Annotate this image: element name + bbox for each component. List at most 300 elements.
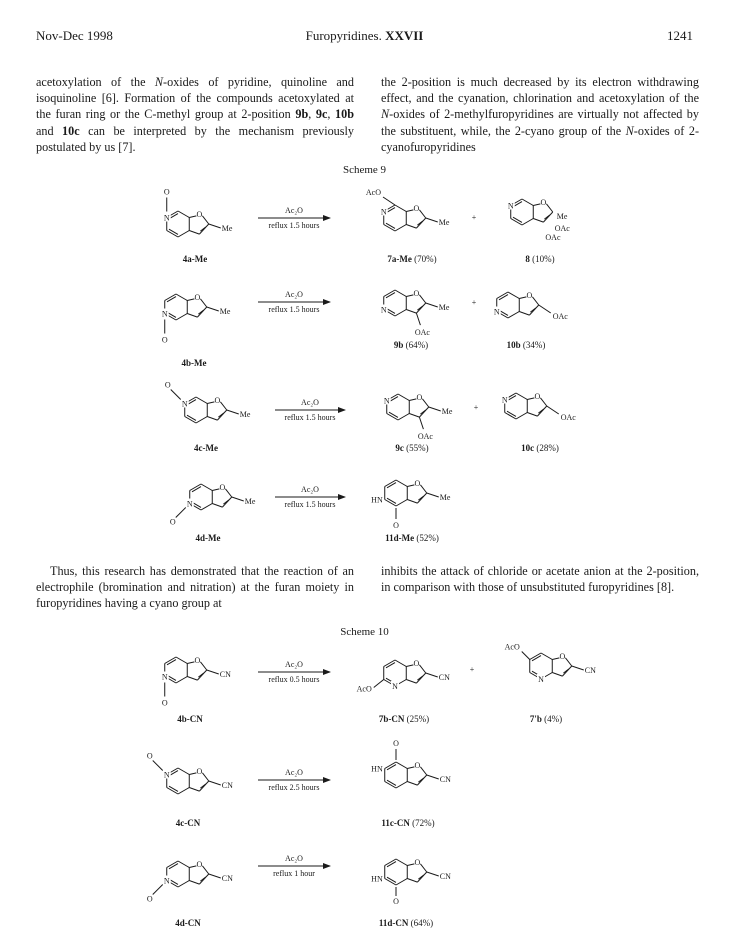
furan-bond xyxy=(416,218,425,228)
oxide-oxygen: O xyxy=(163,187,170,197)
furan-bond xyxy=(407,767,414,769)
oxygen-atom: O xyxy=(414,857,421,867)
nitrogen-atom: N xyxy=(186,499,193,509)
oxygen-atom: O xyxy=(559,651,566,661)
oxide-oxygen: O xyxy=(169,517,176,527)
furan-bond xyxy=(419,295,425,303)
oxygen-atom: O xyxy=(219,482,226,492)
furan-bond xyxy=(407,485,414,487)
compound-7b-cn-label xyxy=(379,714,429,724)
cyano-group: CN xyxy=(221,874,233,883)
furan-bond xyxy=(189,773,196,775)
furan-bond xyxy=(222,497,231,507)
compound-7pb-label xyxy=(530,714,562,724)
furan-bond xyxy=(419,665,425,673)
compound-number: 7a-Me xyxy=(387,254,412,264)
volume-number: XXVII xyxy=(385,28,424,43)
compound-10c-label xyxy=(521,443,559,453)
plus-sign: + xyxy=(469,665,475,674)
pyridine-bond xyxy=(396,480,407,487)
furan-bond xyxy=(552,658,559,660)
nitrogen-atom: N xyxy=(538,675,544,684)
methyl-group: Me xyxy=(439,493,451,502)
yield-value: (28%) xyxy=(534,443,559,453)
substituent-bond xyxy=(547,406,559,414)
cyano-group: CN xyxy=(439,775,451,784)
double-bond xyxy=(187,415,196,420)
n-oxide-bond xyxy=(176,508,186,518)
nh-group: HN xyxy=(371,874,383,884)
text-run: can be interpreted by the mechanism previously postulated by us [7]. xyxy=(36,123,354,154)
compound-number: 4c-CN xyxy=(175,818,201,828)
pyridine-bond xyxy=(396,762,407,769)
nitrogen-atom: N xyxy=(392,682,398,691)
italic-text: N xyxy=(381,107,390,122)
compound-number: 11d-Me xyxy=(385,533,415,543)
substituent-bond xyxy=(522,652,530,660)
furan-bond xyxy=(406,310,416,314)
furan-bond xyxy=(220,402,226,410)
nh-group: HN xyxy=(371,495,383,505)
furan-bond xyxy=(217,410,226,420)
text-run: the 2-position is much decreased by its electron withdrawing effect, and the cyanation, chlorination and acetoxylation of the xyxy=(381,75,699,106)
double-bond xyxy=(499,295,508,300)
pyridine-bond xyxy=(396,859,407,866)
substituent-bond xyxy=(207,307,219,311)
plus-sign: + xyxy=(473,403,479,412)
cyano-group: CN xyxy=(219,670,231,679)
double-bond xyxy=(387,498,396,503)
methyl-group: Me xyxy=(239,410,251,419)
text-run: acetoxylation of the xyxy=(36,75,155,89)
condition-label: reflux 1.5 hours xyxy=(268,221,320,230)
double-bond xyxy=(386,223,395,228)
compound-4b-me-label xyxy=(182,358,207,368)
compound-4c-cn-label xyxy=(176,818,201,828)
oxide-oxygen: O xyxy=(164,380,171,390)
plus-sign: + xyxy=(471,213,477,222)
acetoxy-group: OAc xyxy=(545,233,561,243)
methyl-group: Me xyxy=(221,224,233,233)
furan-bond xyxy=(406,210,413,212)
furan-bond xyxy=(419,407,428,417)
methyl-group: Me xyxy=(441,407,453,416)
furan-bond xyxy=(406,665,413,667)
double-bond xyxy=(507,411,516,416)
pyridine-bond xyxy=(516,393,527,400)
furan-bond xyxy=(212,504,222,508)
yield-value: (72%) xyxy=(409,818,435,828)
oxygen-atom: O xyxy=(413,658,420,668)
compound-number: 9c xyxy=(395,443,404,453)
pyridine-bond xyxy=(201,484,212,491)
pyridine-bond xyxy=(541,653,552,660)
nh-group: HN xyxy=(371,764,383,774)
oxygen-atom: O xyxy=(413,288,420,298)
text-run: Thus, this research has demonstrated that the reaction of an electrophile (bromination and nitration) at the furan moiety in furopyridines having a cyano group at xyxy=(36,564,354,611)
substituent-bond xyxy=(383,197,395,205)
text-run: -oxides of 2-methylfuropyridines are virtually not affected by the substituent, while, the 2-cyano group of the xyxy=(381,107,699,138)
compound-4d-me-label xyxy=(196,533,221,543)
condition-label: reflux 1.5 hours xyxy=(284,500,336,509)
furan-bond xyxy=(546,204,552,212)
oxide-oxygen: O xyxy=(161,698,168,708)
text-run: , xyxy=(327,107,336,122)
compound-number: 11d-CN xyxy=(378,918,409,928)
double-bond xyxy=(386,663,395,668)
furan-bond xyxy=(519,312,529,316)
reagent-label: Ac₂O xyxy=(285,854,303,863)
oxygen-atom: O xyxy=(413,203,420,213)
acetoxy-group: OAc xyxy=(552,312,568,321)
n-oxide-bond xyxy=(153,761,163,771)
reagent-label: Ac₂O xyxy=(285,290,303,299)
nitrogen-atom: N xyxy=(181,399,188,409)
compound-number: 9b xyxy=(393,340,404,350)
double-bond xyxy=(387,862,396,867)
scheme-10-title: Scheme 10 xyxy=(340,626,389,638)
double-bond xyxy=(387,877,396,882)
pyridine-bond xyxy=(176,294,187,301)
compound-4d-cn-label xyxy=(175,918,201,928)
compound-number: 8 xyxy=(525,254,530,264)
compound-number: 4c-Me xyxy=(194,443,218,453)
reagent-label: Ac₂O xyxy=(285,768,303,777)
furan-bond xyxy=(519,297,526,299)
pyridine-bond xyxy=(508,312,519,319)
double-bond xyxy=(387,483,396,488)
furan-bond xyxy=(189,231,199,235)
double-bond xyxy=(389,412,398,417)
furan-bond xyxy=(407,782,417,786)
furan-bond xyxy=(416,673,425,683)
cyano-group: CN xyxy=(439,872,451,881)
text-run: -oxides of pyridine, quinoline and isoquinoline [6]. Formation of the compounds acetoxylated at the furan ring or the C-methyl group at 2-position xyxy=(36,75,354,122)
double-bond xyxy=(387,765,396,770)
methyl-group: Me xyxy=(244,497,256,506)
n-oxide-bond xyxy=(171,390,181,400)
cyano-group: CN xyxy=(438,673,450,682)
acetoxy-group: AcO xyxy=(356,684,372,694)
compound-number: 4b-CN xyxy=(177,714,203,724)
substituent-bond xyxy=(209,874,221,878)
furan-bond xyxy=(407,864,414,866)
condition-label: reflux 1.5 hours xyxy=(284,413,336,422)
furan-bond xyxy=(187,314,197,318)
substituent-bond xyxy=(539,305,551,313)
oxygen-atom: O xyxy=(534,391,541,401)
double-bond xyxy=(387,780,396,785)
condition-label: reflux 1.5 hours xyxy=(268,305,320,314)
double-bond xyxy=(167,297,176,302)
furan-bond xyxy=(187,677,197,681)
pyridine-bond xyxy=(398,394,409,401)
double-bond xyxy=(192,487,201,492)
pyridine-bond xyxy=(176,314,187,321)
text-run: -oxides of 2-cyanofuropyridines xyxy=(381,123,699,154)
nitrogen-atom: N xyxy=(163,770,170,780)
yield-value: (4%) xyxy=(541,714,563,724)
substituent-bond xyxy=(374,680,384,688)
oxide-oxygen: O xyxy=(146,751,153,761)
compound-number: 10c xyxy=(521,443,535,453)
oxygen-atom: O xyxy=(414,478,421,488)
pyridine-bond xyxy=(178,881,189,888)
nitrogen-atom: N xyxy=(507,201,514,211)
carbonyl-oxygen: O xyxy=(393,521,399,530)
pyridine-bond xyxy=(398,414,409,421)
furan-bond xyxy=(420,864,426,872)
pyridine-bond xyxy=(522,219,533,226)
journal-title: Furopyridines. xyxy=(305,28,386,43)
pyridine-bond xyxy=(395,660,406,667)
furan-bond xyxy=(202,773,208,781)
compound-4b-cn-label xyxy=(177,714,203,724)
furan-bond xyxy=(189,866,196,868)
furan-bond xyxy=(562,666,571,676)
reagent-label: Ac₂O xyxy=(301,485,319,494)
pyridine-bond xyxy=(176,657,187,664)
substituent-bond xyxy=(427,493,439,497)
furan-bond xyxy=(199,874,208,884)
double-bond xyxy=(167,660,176,665)
furan-bond xyxy=(207,417,217,421)
oxygen-atom: O xyxy=(194,292,201,302)
methyl-group: Me xyxy=(438,303,450,312)
pyridine-bond xyxy=(395,290,406,297)
furan-bond xyxy=(565,658,571,666)
nitrogen-atom: N xyxy=(161,309,168,319)
yield-value: (10%) xyxy=(529,254,555,264)
furan-bond xyxy=(407,500,417,504)
furan-bond xyxy=(409,399,416,401)
furan-bond xyxy=(189,216,196,218)
pyridine-bond xyxy=(196,417,207,424)
oxygen-atom: O xyxy=(414,760,421,770)
methyl-group: Me xyxy=(438,218,450,227)
furan-bond xyxy=(212,489,219,491)
pyridine-bond xyxy=(196,397,207,404)
substituent-bond xyxy=(426,673,438,677)
acetoxy-group: OAc xyxy=(417,432,433,442)
yield-value: (52%) xyxy=(414,533,439,543)
pyridine-bond xyxy=(176,677,187,684)
compound-number: 4d-CN xyxy=(175,918,201,928)
compound-number: 10b xyxy=(506,340,521,350)
scheme-9-title: Scheme 9 xyxy=(342,164,387,176)
nitrogen-atom: N xyxy=(501,395,508,405)
double-bond xyxy=(386,293,395,298)
pyridine-bond xyxy=(178,231,189,238)
substituent-bond xyxy=(209,781,221,785)
furan-bond xyxy=(529,305,538,315)
pyridine-bond xyxy=(396,782,407,789)
nitrogen-atom: N xyxy=(161,672,168,682)
substituent-bond xyxy=(416,313,420,325)
pyridine-bond xyxy=(516,413,527,420)
nitrogen-atom: N xyxy=(380,207,387,217)
furan-bond xyxy=(406,680,416,684)
nitrogen-atom: N xyxy=(493,307,500,317)
oxygen-atom: O xyxy=(196,766,203,776)
furan-bond xyxy=(527,398,534,400)
acetoxy-group: AcO xyxy=(365,188,381,197)
italic-text: N xyxy=(625,123,634,138)
yield-value: (25%) xyxy=(404,714,430,724)
furan-bond xyxy=(532,297,538,305)
double-bond xyxy=(169,229,178,234)
oxygen-atom: O xyxy=(196,859,203,869)
methyl-group: Me xyxy=(556,212,568,221)
compound-number: 7'b xyxy=(529,714,542,724)
compound-9b-label xyxy=(394,340,428,350)
compound-7a-me-label xyxy=(387,254,436,264)
furan-bond xyxy=(417,872,426,882)
compound-11d-me-label xyxy=(385,533,439,543)
condition-label: reflux 0.5 hours xyxy=(268,675,320,684)
compound-number: 11c-CN xyxy=(381,818,410,828)
pyridine-bond xyxy=(178,788,189,795)
text-run: inhibits the attack of chloride or acetate anion at the 2-position, in comparison with those of unsubstituted furopyridines [8]. xyxy=(381,564,699,595)
double-bond xyxy=(532,656,541,661)
compound-number: 7b-CN xyxy=(378,714,405,724)
compound-number: 4b-Me xyxy=(181,358,207,368)
oxygen-atom: O xyxy=(214,395,221,405)
pyridine-bond xyxy=(395,205,406,212)
compound-ref: 10b xyxy=(335,107,355,122)
running-header-date: Nov-Dec 1998 xyxy=(36,28,113,43)
plus-sign: + xyxy=(471,298,477,307)
compound-10b-label xyxy=(507,340,546,350)
furan-bond xyxy=(420,767,426,775)
structure-layer xyxy=(147,188,596,929)
compound-4c-me-label xyxy=(194,443,218,453)
furan-bond xyxy=(187,299,194,301)
furan-bond xyxy=(406,295,413,297)
compound-4a-me-label xyxy=(183,254,208,264)
furan-bond xyxy=(202,216,208,224)
compound-ref: 9c xyxy=(315,107,328,122)
furan-bond xyxy=(187,662,194,664)
furan-bond xyxy=(406,225,416,229)
furan-bond xyxy=(202,866,208,874)
substituent-bond xyxy=(419,417,423,429)
substituent-bond xyxy=(207,670,219,674)
furan-bond xyxy=(225,489,231,497)
compound-8-label xyxy=(525,254,554,264)
cyano-group: CN xyxy=(221,781,233,790)
acetoxy-group: OAc xyxy=(554,224,570,233)
yield-value: (34%) xyxy=(520,340,546,350)
furan-bond xyxy=(200,662,206,670)
furan-bond xyxy=(533,219,543,223)
oxygen-atom: O xyxy=(416,392,423,402)
furan-bond xyxy=(197,670,206,680)
nitrogen-atom: N xyxy=(163,876,170,886)
furan-bond xyxy=(533,204,540,206)
yield-value: (55%) xyxy=(403,443,429,453)
oxygen-atom: O xyxy=(540,197,547,207)
furan-bond xyxy=(189,881,199,885)
page-number: 1241 xyxy=(667,28,693,43)
pyridine-bond xyxy=(395,310,406,317)
italic-text: N xyxy=(154,75,164,89)
compound-number: 4d-Me xyxy=(195,533,221,543)
furan-bond xyxy=(552,673,562,677)
furan-bond xyxy=(197,307,206,317)
yield-value: (64%) xyxy=(408,918,434,928)
pyridine-bond xyxy=(201,504,212,511)
double-bond xyxy=(169,864,178,869)
carbonyl-oxygen: O xyxy=(393,897,399,906)
oxygen-atom: O xyxy=(194,655,201,665)
furan-bond xyxy=(199,781,208,791)
yield-value: (70%) xyxy=(411,254,437,264)
substituent-bond xyxy=(209,224,221,228)
reagent-label: Ac₂O xyxy=(285,206,303,215)
furan-bond xyxy=(417,775,426,785)
furan-bond xyxy=(420,485,426,493)
substituent-bond xyxy=(572,666,584,670)
furan-bond xyxy=(543,212,552,222)
furan-bond xyxy=(527,413,537,417)
acetoxy-group: OAc xyxy=(560,413,576,422)
substituent-bond xyxy=(232,497,244,501)
methyl-group: Me xyxy=(219,307,231,316)
furan-bond xyxy=(422,399,428,407)
substituent-bond xyxy=(427,775,439,779)
substituent-bond xyxy=(429,407,441,411)
substituent-bond xyxy=(426,218,438,222)
compound-11d-cn-label xyxy=(379,918,433,928)
yield-value: (64%) xyxy=(403,340,429,350)
pyridine-bond xyxy=(178,211,189,218)
substituent-bond xyxy=(426,303,438,307)
compound-9c-label xyxy=(395,443,428,453)
n-oxide-bond xyxy=(153,885,163,895)
acetoxy-group: AcO xyxy=(504,642,520,652)
carbonyl-oxygen: O xyxy=(393,739,399,748)
nitrogen-atom: N xyxy=(163,213,170,223)
compound-number: 4a-Me xyxy=(182,254,208,264)
oxygen-atom: O xyxy=(196,209,203,219)
furan-bond xyxy=(407,879,417,883)
pyridine-bond xyxy=(508,292,519,299)
double-bond xyxy=(169,786,178,791)
compound-ref: 9b xyxy=(295,107,309,122)
pyridine-bond xyxy=(395,225,406,232)
condition-label: reflux 1 hour xyxy=(273,869,315,878)
acetoxy-group: OAc xyxy=(414,328,430,338)
substituent-bond xyxy=(227,410,239,414)
furan-bond xyxy=(199,224,208,234)
furan-bond xyxy=(419,210,425,218)
text-run: and xyxy=(36,123,63,138)
nitrogen-atom: N xyxy=(383,396,390,406)
pyridine-bond xyxy=(396,879,407,886)
compound-ref: 10c xyxy=(62,123,80,138)
pyridine-bond xyxy=(522,199,533,206)
furan-bond xyxy=(416,303,425,313)
pyridine-bond xyxy=(178,768,189,775)
text-run: , xyxy=(308,107,316,122)
furan-bond xyxy=(409,414,419,418)
substituent-bond xyxy=(427,872,439,876)
furan-bond xyxy=(540,398,546,406)
furan-bond xyxy=(189,788,199,792)
nitrogen-atom: N xyxy=(380,305,387,315)
double-bond xyxy=(513,217,522,222)
